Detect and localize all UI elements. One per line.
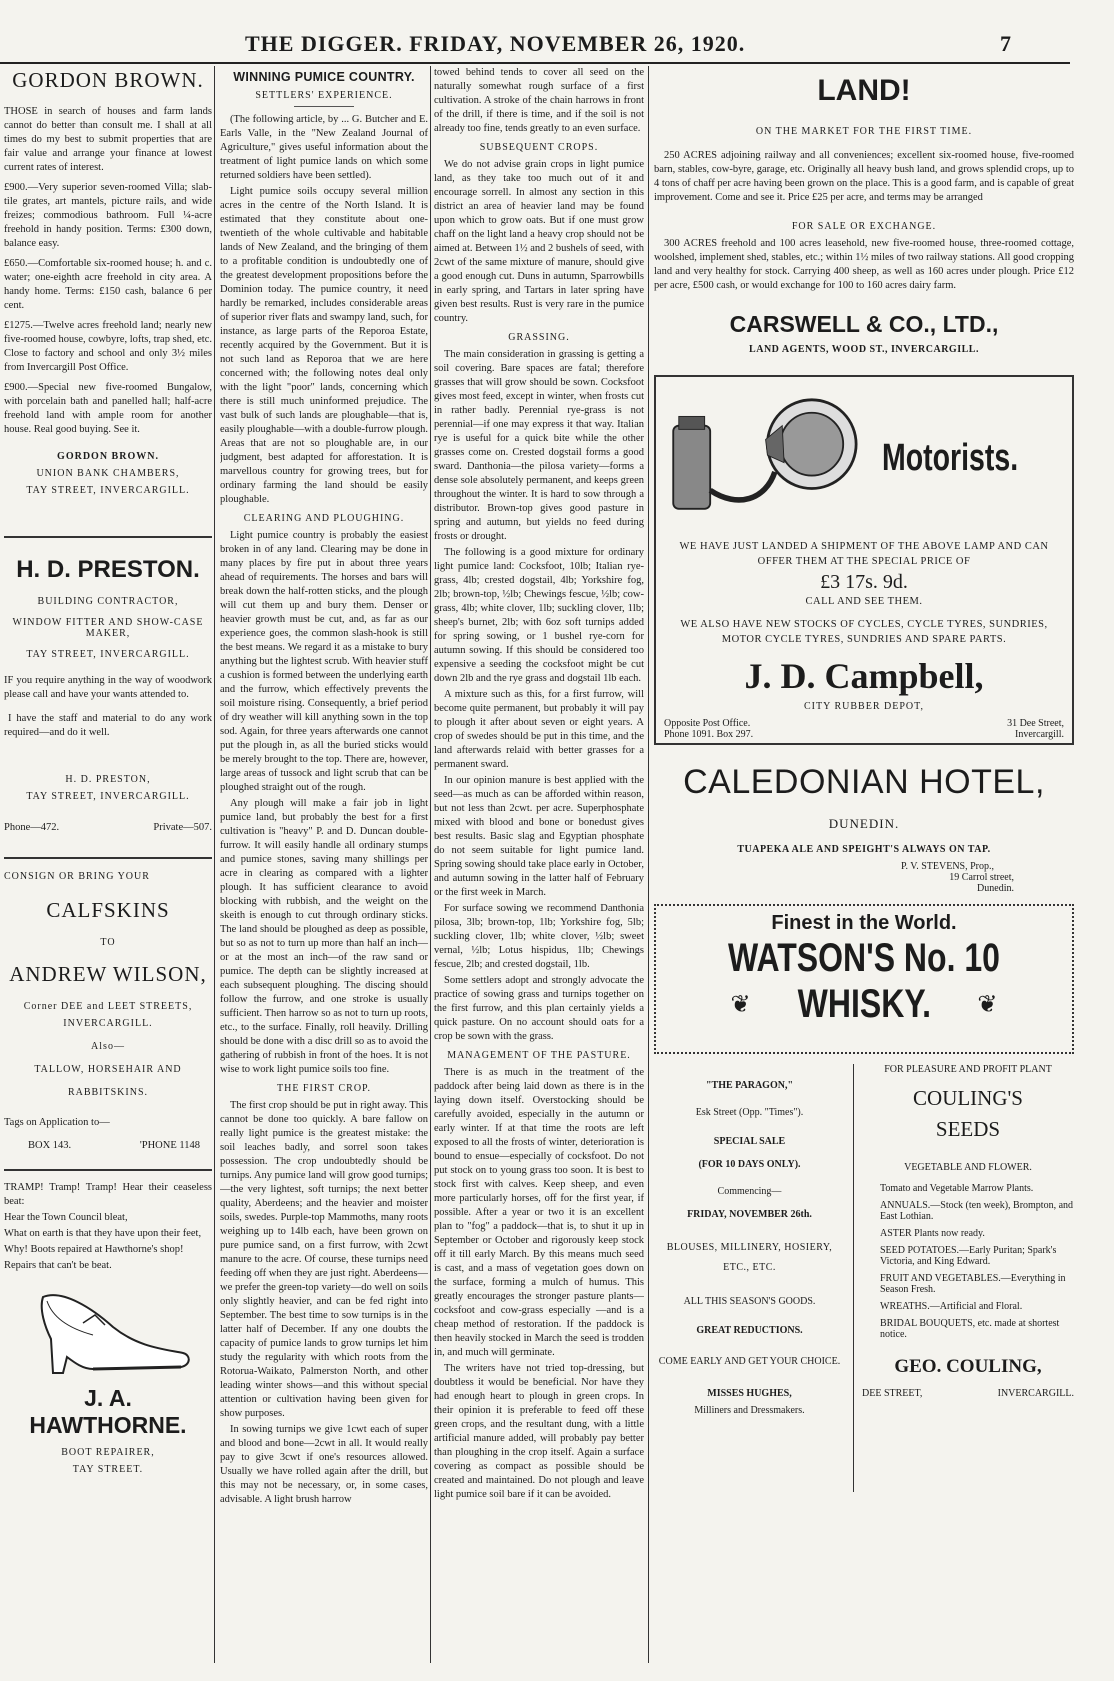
wilson-tags: Tags on Application to— — [4, 1117, 110, 1128]
divider — [4, 857, 212, 859]
article-subheading: THE FIRST CROP. — [276, 1083, 371, 1094]
article-paragraph: The following is a good mixture for ordinary light pumice land: Cocksfoot, 10lb; Italian rye-grass, 4lb; crested dogstail, 4lb; Yorkshire fog, 2lb; brown-top, ½lb; Chewings fescue, ½lb; cow-grass, 4lb; white clover, 1lb; suckling clover, 1lb; sheep's burnet, 2lb; with 6oz soft turnips added for spring sowing, or 1 bushel rye-corn for autumn sowing. If this should be considered too expensive a seeding the cocksfoot might be cut down 2lb and the rye grass and dogstail 1lb each. — [434, 547, 644, 684]
gordon-item: £900.—Special new five-roomed Bungalow, with porcelain bath and panelled hall; half-acre freehold land with ample room for another house. Real good buying. See it. — [4, 382, 212, 435]
preston-line: TAY STREET, INVERCARGILL. — [26, 649, 190, 660]
motorists-offer: WE HAVE JUST LANDED A SHIPMENT OF THE ABOVE LAMP AND CAN OFFER THEM AT THE SPECIAL PRICE OF — [679, 541, 1049, 567]
wilson-corner: Corner DEE and LEET STREETS, — [23, 1001, 193, 1012]
column-4 — [654, 66, 1074, 1671]
motorists-call: CALL AND SEE THEM. — [805, 596, 923, 607]
header-rule — [0, 62, 1070, 64]
preston-line: BUILDING CONTRACTOR, — [37, 596, 179, 607]
campbell-contacts — [664, 718, 1064, 740]
wilson-line: CONSIGN OR BRING YOUR — [4, 871, 150, 882]
preston-phone: Phone—472. — [4, 822, 60, 833]
hawthorne-verse: What on earth is that they have upon their feet, — [4, 1228, 202, 1239]
couling-item: WREATHS.—Artificial and Floral. — [880, 1301, 1023, 1312]
article-paragraph: The first crop should be put in right away. This cannot be done too quickly. A bare fallow on really light pumice is the greatest mistake: the soil leaches badly, and sorrel soon takes possession. The crop undoubtedly should be turnips. Any pumice land will grow good turnips; —the very lightest, soft turnips; the next better quality, Aberdeens; and the heavier and moister soils, swedes. Purple-top Mammoths, many roots weighing up to 14lb each, have been grown on pure pumice sand, on a first furrow, with 2cwt manure to the acre. Of course, these turnips need feeding off when they are just right. Aberdeens—we prefer the green-top variety—do well on soils only slightly heavier, and can be fed right into September. The best time to sow turnips is in the latter half of December. If any one doubts the capacity of pumice lands to grow turnips let him study the regularity with which roots from the Rotorua-Waikato, Palmerston North, and other leading winter shows—and this without special attention or cultivation having been given for show purposes. — [220, 1100, 428, 1419]
paragon-come: COME EARLY AND GET YOUR CHOICE. — [658, 1356, 841, 1367]
campbell-phone: Phone 1091. Box 297. — [664, 729, 754, 740]
gordon-item: £900.—Very superior seven-roomed Villa; slab-tile grates, art mantels, picture rails, and wide freizes; commodious bathroom. Full ¼-acre freehold in handy position. Terms: £300 down, balance easy. — [4, 182, 212, 249]
article-paragraph: The writers have not tried top-dressing, but doubtless it would be beneficial. Nor have they had enough heart to plough in green crops. In their opinion it is preferable to feed off these green crops, and the resultant dung, with a little artificial manure added, will probably pay better than ploughing in the crop itself. Again a surface covering as compact as possible should be created and maintained. Do not plough and leave light pumice soil bare if it can be avoided. — [434, 1363, 644, 1500]
article-paragraph: Any plough will make a fair job in light pumice land, but probably the best for a first cultivation is "heavy" P. and D. Duncan double-furrow. It will easily handle all ordinary stumps and pumice stones, saving many shillings per acre in clearing as compared with a lighter plough. It has sufficient clearance to avoid blocking with rubbish, and the weight on the skeith is enough to cut through ordinary sticks. The land should be ploughed as deep as possible, but so as not to turn up more than half an inch—or at the most an inch—of the raw sand or pumice. The depth can be slightly increased at each subsequent ploughing. The discing should follow the furrow, and one stroke is usually sufficient. Then harrow so as not to turn up roots, etc., to the surface. Finally, roll heavily. Drilling should be done with a disc drill so as to avoid the gathering of rubbish in front of the hoes. It is not wise to work light pumice soils too fine. — [220, 798, 428, 1075]
couling-title: SEEDS — [935, 1117, 1001, 1141]
gordon-address: UNION BANK CHAMBERS, — [36, 468, 180, 479]
thistle-icon: ❦ — [977, 991, 998, 1018]
land-ad — [654, 74, 1074, 355]
preston-heading: H. D. PRESTON. — [16, 556, 200, 583]
hawthorne-verse: Repairs that can't be beat. — [4, 1260, 112, 1271]
campbell-city: Invercargill. — [1015, 729, 1064, 740]
paragon-commencing: Commencing— — [717, 1186, 782, 1197]
watson-brand: WATSON'S No. 10 — [728, 936, 1000, 980]
gordon-intro: THOSE in search of houses and farm lands cannot do better than consult me. I shall at all times do my best to submit properties that are fair value and arrange your finance at lowest current rates of interest. — [4, 106, 212, 173]
motorists-top — [664, 383, 1064, 533]
newspaper-title: THE DIGGER. FRIDAY, NOVEMBER 26, 1920. — [245, 31, 746, 56]
preston-private: Private—507. — [153, 822, 212, 833]
rule — [294, 106, 354, 107]
wilson-name: ANDREW WILSON, — [9, 962, 207, 986]
article-paragraph: In our opinion manure is best applied with the seed—as much as can be afforded within reason, but not less than 2cwt. per acre. Superphosphate mixed with blood and bone or bonedust gives best results. Basic slag and Egyptian phosphate do not seem suitable for light pumice land. Spring sowing should take place early in October, and autumn sowing in the latter half of February or the first week in March. — [434, 775, 644, 898]
motorists-stock: WE ALSO HAVE NEW STOCKS OF CYCLES, CYCLE TYRES, SUNDRIES, MOTOR CYCLE TYRES, SUNDRIES AND SPARE PARTS. — [680, 619, 1048, 645]
preston-phones — [4, 822, 212, 833]
campbell-right — [1007, 718, 1064, 740]
paragon-ad — [654, 1064, 854, 1492]
article-paragraph: towed behind tends to cover all seed on the naturally somewhat rough surface of a first cultivation. A stroke of the chain harrows in front of the drill, if there is time, and if the soil is not already too fine, tends greatly to an even surface. — [434, 67, 644, 134]
gordon-item: £1275.—Twelve acres freehold land; nearly new five-roomed house, cowbyre, lofts, trap shed, etc. Close to factory and school and only 3½ miles from Invercargill Post Office. — [4, 320, 212, 373]
wilson-tallow: TALLOW, HORSEHAIR AND — [34, 1064, 182, 1075]
paragon-trade: Milliners and Dressmakers. — [694, 1405, 805, 1416]
paragon-date: FRIDAY, NOVEMBER 26th. — [687, 1209, 812, 1220]
gordon-address: TAY STREET, INVERCARGILL. — [26, 485, 190, 496]
land-listing: 250 ACRES adjoining railway and all conveniences; excellent six-roomed house, five-roomed barn, stables, cow-byre, garage, etc. Originally all heavy bush land, and grows splendid crops, up to 4 tons of chaff per acre having been grown on the place. This is a good farm, and is capable of great improvement. Come and see it. Price £25 per acre, and terms may be arranged — [654, 150, 1074, 203]
divider — [4, 1169, 212, 1171]
article-title: WINNING PUMICE COUNTRY. — [233, 70, 415, 84]
preston-body: IF you require anything in the way of woodwork please call and have your wants attended to. — [4, 675, 212, 700]
article-paragraph: For surface sowing we recommend Danthonia pilosa, 3lb; brown-top, 1lb; Yorkshire fog, 5lb; suckling clover, 1lb; white clover, ½lb; sweet vernal, ½lb; Lotus hispidus, 1lb; Chewings fescue, 2lb; and crested dogstail, 1lb. — [434, 903, 644, 970]
wilson-phone: 'PHONE 1148 — [139, 1140, 200, 1151]
article-paragraph: There is as much in the treatment of the paddock after being laid down as there is in the laying down itself. Overstocking should be carefully avoided, especially in the autumn or early winter. If at that time the roots are left exposed to all the frosts of winter, deterioration is bound to ensue—especially of cocksfoot. Do not put stock on to young grass too soon. It is best to stock first with calves. Keep sheep, and even more particularly horses, off for the first year, if possible. After a year or two it is an excellent plan to "fog" a paddock—that is, to shut it up in September or October and rigorously keep stock off it till early March. By this means much seed is cast, and a mass of vegetation goes down on the surface, forming a mulch of humus. This greatly encourages the stronger pasture plants—cocksfoot and cow-grass especially —and is a cheap method of restoration. If the paddock is then heavily stocked in March the seed is trodden in, and much will germinate. — [434, 1067, 644, 1358]
campbell-name: J. D. Campbell, — [744, 656, 984, 696]
divider — [4, 536, 212, 538]
paragon-reductions: GREAT REDUCTIONS. — [696, 1325, 803, 1336]
paragon-title: "THE PARAGON," — [705, 1080, 794, 1091]
couling-top: FOR PLEASURE AND PROFIT PLANT — [884, 1064, 1052, 1075]
column-3 — [434, 66, 644, 1671]
preston-name: H. D. PRESTON, — [65, 774, 151, 785]
campbell-depot: CITY RUBBER DEPOT, — [804, 701, 924, 712]
watson-whisky: WHISKY. — [797, 982, 931, 1026]
page-header — [0, 26, 1114, 64]
bottom-ads — [654, 1064, 1074, 1492]
land-company-sub: LAND AGENTS, WOOD ST., INVERCARGILL. — [749, 344, 979, 355]
campbell-street: 31 Dee Street, — [1007, 718, 1064, 729]
article-paragraph: Light pumice soils occupy several million acres in the centre of the North Island. It is estimated that they constitute about one-twentieth of the whole cultivable and habitable lands of New Zealand, and the bringing of them to a profitable condition is undoubtedly one of the greatest development propositions before the Dominion today. The pumice country, it need hardly be remarked, includes considerable areas of superior river flats and swampy land, such, for instance, as large parts of the Reporoa Estate, recently acquired by the Government. But it is not such land as Reporoa that we are here concerned with; the following notes deal only with the light "poor" lands, concerning which there is still much uninformed prejudice. The vast bulk of such lands are ploughable—that is, easily ploughable—with a double-furrow plough. Areas that are not so ploughable are, in our judgment, best adapted for afforestation. It is marvellous country for growing trees, but for ordinary farming the land should be easily ploughable. — [220, 186, 428, 505]
article-subtitle: SETTLERS' EXPERIENCE. — [255, 90, 393, 101]
land-listing: 300 ACRES freehold and 100 acres leasehold, new five-roomed house, three-roomed cottage, woolshed, implement shed, stables, etc.; within 1½ miles of two railway stations. All good cropping land and very healthy for stock. Carrying 400 sheep, as well as 160 acres under plough. Price £12 per acre, £500 cash, or would exchange for 100 to 160 acres dairy farm. — [654, 238, 1074, 291]
wilson-box: BOX 143. — [28, 1140, 72, 1151]
hawthorne-verse: Hear the Town Council bleat, — [4, 1212, 128, 1223]
article-paragraph: We do not advise grain crops in light pumice land, as they take too much out of it and encourage sorrell. In almost any section in this district an area of heavier land may be found upon which to grow oats. But if one must grow chaff on the light land a heavy crop should not be aimed at. Between 1½ and 2 bushels of seed, with 2cwt of the same mixture of manure, should give a good enough cut. Duns in autumn, Sparrowbills in early spring, and Tartars in later spring have given best results. Rust is very rare in the pumice country. — [434, 159, 644, 324]
wilson-contacts — [4, 1140, 212, 1151]
paragon-days: (FOR 10 DAYS ONLY). — [698, 1159, 801, 1170]
gordon-brown-ad — [4, 68, 212, 496]
wilson-city: INVERCARGILL. — [63, 1018, 153, 1029]
couling-item: BRIDAL BOUQUETS, etc. made at shortest notice. — [880, 1318, 1060, 1340]
motorists-price: £3 17s. 9d. — [820, 571, 908, 593]
hotel-ad — [654, 763, 1074, 894]
preston-ad — [4, 556, 212, 833]
watson-tagline: Finest in the World. — [771, 912, 957, 934]
article-subheading: CLEARING AND PLOUGHING. — [243, 513, 405, 524]
preston-line: WINDOW FITTER AND SHOW-CASE MAKER, — [12, 617, 204, 639]
hawthorne-verse: Why! Boots repaired at Hawthorne's shop! — [4, 1244, 184, 1255]
paragon-goods: ALL THIS SEASON'S GOODS. — [683, 1296, 816, 1307]
article-subheading: MANAGEMENT OF THE PASTURE. — [447, 1050, 631, 1061]
paragon-sale: SPECIAL SALE — [713, 1136, 786, 1147]
gordon-name: GORDON BROWN. — [57, 451, 159, 462]
article-paragraph: Some settlers adopt and strongly advocate the practice of sowing grass and turnips together on the first furrow, and this plan certainly yields a quick pasture. On no account should oats for a crop be sown with the grass. — [434, 975, 644, 1042]
hawthorne-ad — [4, 1181, 212, 1475]
hotel-prop: P. V. STEVENS, Prop., — [901, 861, 994, 872]
column-1 — [4, 66, 212, 1661]
hawthorne-line: BOOT REPAIRER, — [61, 1447, 155, 1458]
couling-item: ANNUALS.—Stock (ten week), Brompton, and East Lothian. — [880, 1200, 1074, 1222]
article-paragraph: The main consideration in grassing is getting a soil covering. Bare spaces are fatal; therefore grasses that will grow should be sown. Cocksfoot gives most feed, except in winter, when frosts cut in rather badly. Perennial rye-grass is not perennial—if one may express it that way. Italian rye is useful for a quick bite while the other grasses come on. Crested dogstail forms a good sward. Danthonia—the pilosa variety—forms a dense sole absolutely permanent, and keeps green throughout the winter. It is hard to sow through a distributor. Brown-top gives good pasture in spring and autumn, but yields no feed during frosts or drought. — [434, 349, 644, 542]
couling-street: DEE STREET, — [862, 1388, 923, 1399]
land-heading: LAND! — [817, 74, 911, 107]
wilson-rabbitskins: RABBITSKINS. — [67, 1087, 149, 1098]
land-company: CARSWELL & CO., LTD., — [729, 311, 999, 337]
shoe-icon — [23, 1279, 193, 1379]
gordon-item: £650.—Comfortable six-roomed house; h. and c. water; one-eighth acre freehold in city area. A handy home. Terms: £150 cash, balance 6 per cent. — [4, 258, 212, 311]
article-paragraph: Light pumice country is probably the easiest broken in of any land. Clearing may be done in many places by fire put in about three years ahead of requirements. The horses and bars will break down the half-rotten sticks, and the plough will cut them up and bury them. Denser or heavier growth must be cut, and, as far as our experience goes, the common slash-hook is still the best means. We regard it as a mistake to bury anything but the lightest scrub. With heavier stuff a cushion is formed between the underlying earth and the furrow, which effectively prevents the soil moisture rising. Consequently, a brief period of dry weather will kill anything sown in the top sod. Again, for three years afterwards one cannot put the plough in, as all the buried sticks would be merely brought to the top. There are, however, large areas of tussock and light scrub that can be ploughed straight out of the rough. — [220, 530, 428, 793]
hotel-ale: TUAPEKA ALE AND SPEIGHT'S ALWAYS ON TAP. — [737, 844, 991, 855]
land-subheading: FOR SALE OR EXCHANGE. — [791, 221, 937, 232]
preston-address: TAY STREET, INVERCARGILL. — [26, 791, 190, 802]
couling-address — [862, 1388, 1074, 1399]
hotel-address: 19 Carrol street, — [949, 872, 1014, 883]
page-number: 7 — [1000, 31, 1011, 56]
article-paragraph: In sowing turnips we give 1cwt each of super and blood and bone—2cwt in all. It would really pay to give 3cwt if one's resources allowed. Usually we have rolled again after the drill, but this may not be necessary, or, in some cases, advisable. A light brush harrow — [220, 1424, 428, 1505]
campbell-left — [664, 718, 753, 740]
column-divider — [648, 66, 649, 1663]
paragon-street: Esk Street (Opp. "Times"). — [695, 1107, 804, 1118]
wilson-to: TO — [100, 937, 116, 948]
column-divider — [214, 66, 215, 1663]
couling-item: FRUIT AND VEGETABLES.—Everything in Season Fresh. — [880, 1273, 1066, 1295]
hawthorne-verse: TRAMP! Tramp! Tramp! Hear their ceaseless beat: — [4, 1182, 212, 1207]
wilson-calfskins: CALFSKINS — [46, 898, 170, 922]
watson-bottom — [666, 981, 1062, 1027]
hawthorne-line: TAY STREET. — [72, 1464, 144, 1475]
campbell-office: Opposite Post Office. — [664, 718, 751, 729]
article-subheading: SUBSEQUENT CROPS. — [479, 142, 599, 153]
couling-item: ASTER Plants now ready. — [880, 1228, 985, 1239]
paragon-name: MISSES HUGHES, — [707, 1388, 792, 1399]
couling-ad — [854, 1064, 1074, 1492]
thistle-icon: ❦ — [730, 991, 751, 1018]
couling-sub: VEGETABLE AND FLOWER. — [904, 1162, 1032, 1173]
article-intro: (The following article, by ... G. Butcher and E. Earls Valle, in the "New Zealand Journal of Agriculture," gives useful information about the treatment of light pumice lands on which some returned soldiers have been settled). — [220, 114, 428, 181]
motorists-heading: Motorists. — [882, 436, 1019, 479]
preston-body: I have the staff and material to do any work required—and do it well. — [4, 713, 212, 738]
couling-name: GEO. COULING, — [894, 1356, 1042, 1377]
lamp-icon — [664, 383, 876, 533]
column-divider — [430, 66, 431, 1663]
gordon-heading: GORDON BROWN. — [12, 68, 204, 92]
motorists-ad — [654, 375, 1074, 745]
paragon-items: BLOUSES, MILLINERY, HOSIERY, ETC., ETC. — [666, 1242, 833, 1273]
couling-item: Tomato and Vegetable Marrow Plants. — [880, 1183, 1034, 1194]
couling-item: SEED POTATOES.—Early Puritan; Spark's Victoria, and King Edward. — [880, 1245, 1057, 1267]
couling-city: INVERCARGILL. — [997, 1388, 1074, 1399]
land-subheading: ON THE MARKET FOR THE FIRST TIME. — [755, 126, 973, 137]
column-2 — [220, 66, 428, 1671]
hotel-address: Dunedin. — [977, 883, 1014, 894]
hawthorne-name: J. A. HAWTHORNE. — [29, 1385, 187, 1438]
wilson-ad — [4, 871, 212, 1151]
hotel-city: DUNEDIN. — [828, 816, 900, 831]
watson-ad — [654, 904, 1074, 1054]
couling-title: COULING'S — [913, 1086, 1023, 1110]
hotel-name: CALEDONIAN HOTEL, — [683, 763, 1045, 801]
article-paragraph: A mixture such as this, for a first furrow, will become quite permanent, but probably it will pay to plough it after about seven or eight years. A crop of swedes should be put in this time, and the land afterwards relaid with better grasses for a permanent sward. — [434, 689, 644, 770]
article-subheading: GRASSING. — [508, 332, 570, 343]
wilson-also: Also— — [91, 1041, 125, 1052]
